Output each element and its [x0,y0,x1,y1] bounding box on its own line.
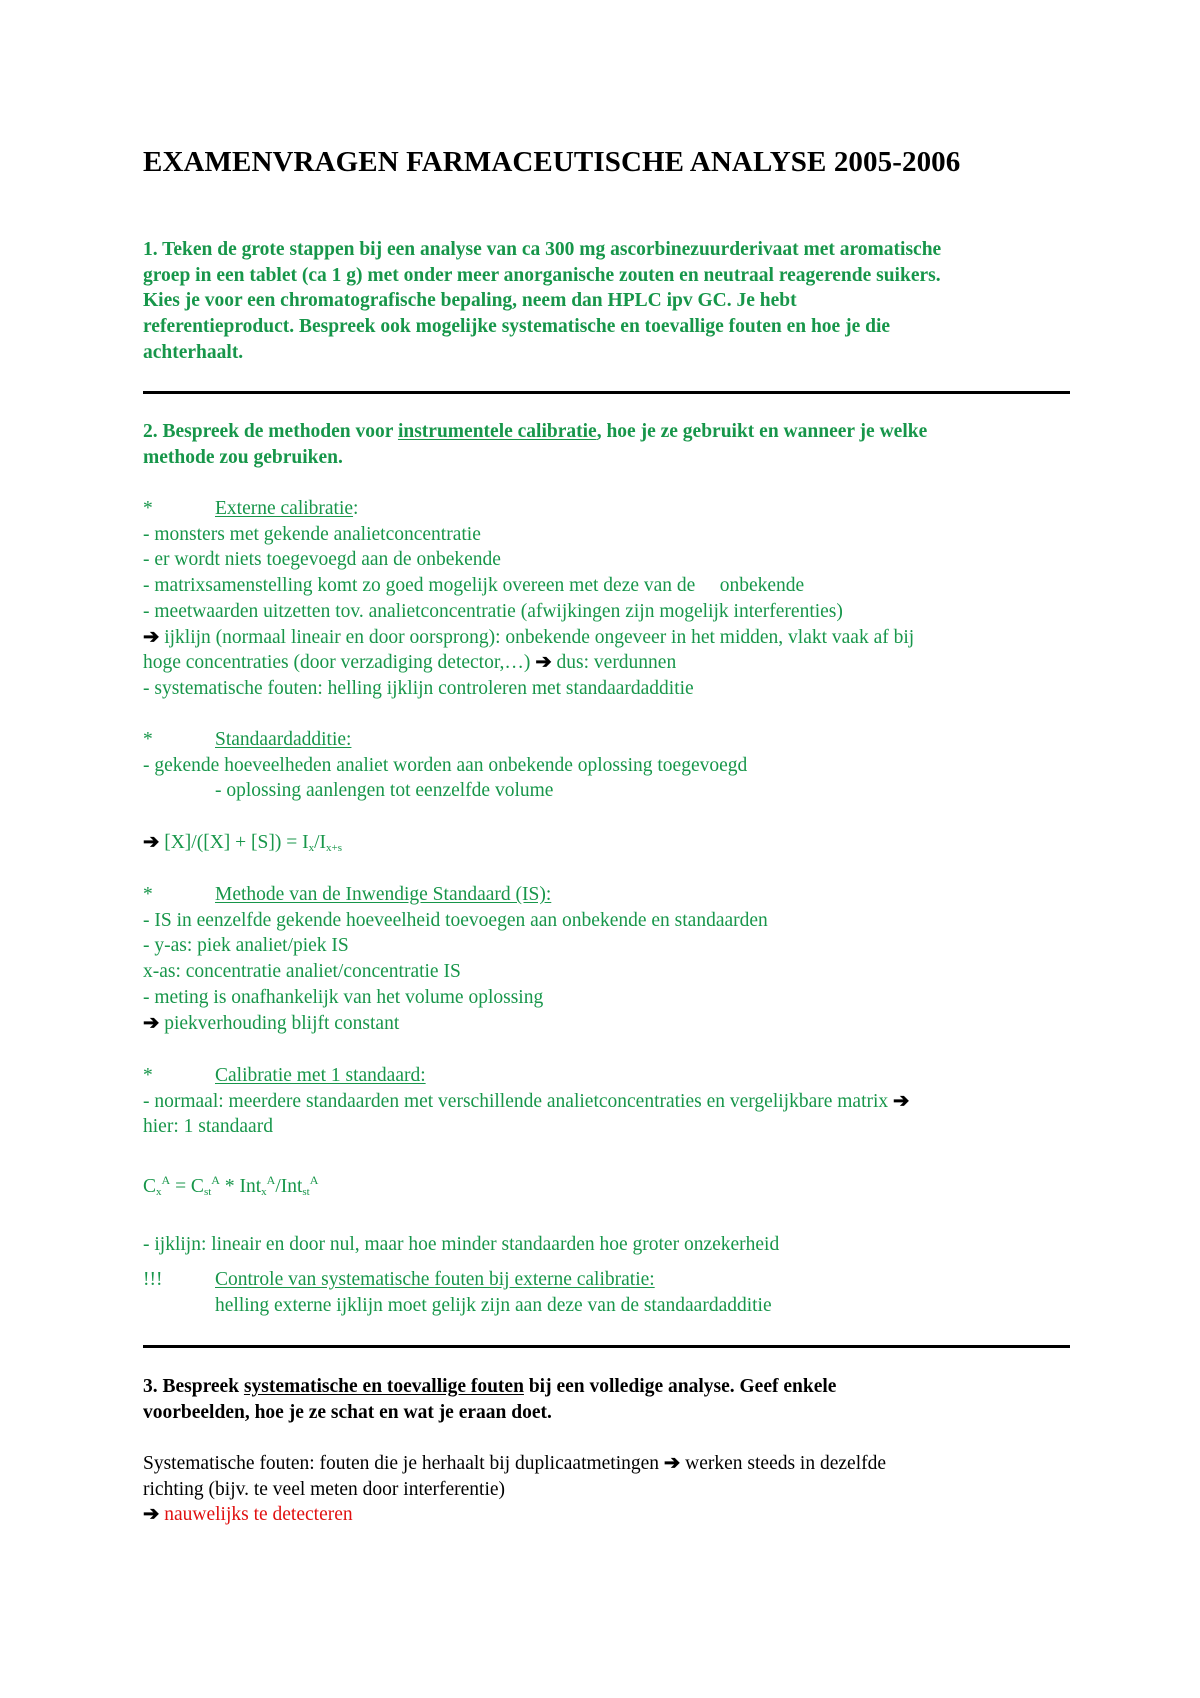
formula-sub: x [261,1185,267,1198]
section-heading: Externe calibratie [215,498,354,519]
section-externe-calibratie [143,496,1070,702]
bullet-star: * [143,1065,153,1086]
bullet-star: * [143,729,153,750]
q2-text-post: , hoe je ze gebruikt en wanneer je welke [596,421,928,442]
arrow-icon: ➔ [663,1453,681,1474]
q2-underlined-term: instrumentele calibratie [397,421,597,442]
list-item: - monsters met gekende analietconcentratie [143,523,481,545]
list-item: helling externe ijklijn moet gelijk zijn aan deze van de standaardadditie [215,1294,772,1316]
arrow-icon: ➔ [535,652,552,674]
document-title: EXAMENVRAGEN FARMACEUTISCHE ANALYSE 2005-2006 [143,146,961,178]
section-heading: Controle van systematische fouten bij externe calibratie: [215,1269,655,1290]
arrow-icon: ➔ [143,1012,160,1034]
q1-line: achterhaalt. [143,341,244,363]
formula-text: = C [170,1175,204,1197]
formula [143,830,1070,862]
list-item: piekverhouding blijft constant [159,1012,400,1034]
formula-text: C [143,1175,157,1197]
list-item: hier: 1 standaard [143,1116,273,1138]
q3-line2: voorbeelden, hoe je ze schat en wat je eraan doet. [143,1401,552,1423]
question-1 [143,237,1070,366]
bullet-star: * [143,884,153,905]
list-item: ijklijn (normaal lineair en door oorsprong): onbekende ongeveer in het midden, vlakt vaak af bij [159,626,915,648]
section-calibratie-1-standaard [143,1063,1070,1257]
list-item: - ijklijn: lineair en door nul, maar hoe minder standaarden hoe groter onzekerheid [143,1233,780,1255]
section-heading: Methode van de Inwendige Standaard (IS): [215,884,552,905]
list-item: - systematische fouten: helling ijklijn controleren met standaardadditie [143,677,694,699]
formula [143,1166,1070,1206]
formula-text: /I [314,831,327,853]
formula-text: [X]/([X] + [S]) = I [159,831,309,853]
list-item: - y-as: piek analiet/piek IS [143,935,349,957]
section-controle [143,1267,1070,1318]
q3-text-pre: 3. Bespreek [143,1376,244,1397]
formula-sub: x [156,1185,162,1198]
list-item: - er wordt niets toegevoegd aan de onbekende [143,549,501,571]
q1-line: Kies je voor een chromatografische bepaling, neem dan HPLC ipv GC. Je hebt [143,290,797,312]
body-text: Systematische fouten: fouten die je herhaalt bij duplicaatmetingen [143,1453,664,1474]
arrow-icon: ➔ [893,1090,910,1112]
q2-line2: methode zou gebruiken. [143,446,343,468]
body-text: richting (bijv. te veel meten door interferentie) [143,1478,506,1500]
list-item: - meetwaarden uitzetten tov. analietconcentratie (afwijkingen zijn mogelijk interferenties) [143,600,843,622]
formula-sub: x+s [326,841,342,854]
separator-line [143,391,1070,394]
warning-marks: !!! [143,1269,163,1290]
q3-text-post: bij een volledige analyse. Geef enkele [523,1376,837,1397]
list-item: - meting is onafhankelijk van het volume oplossing [143,986,544,1008]
formula-sub: st [302,1185,310,1198]
formula-sup: A [161,1172,171,1187]
list-item: hoge concentraties (door verzadiging detector,…) [143,652,536,674]
formula-text: /Int [275,1175,303,1197]
formula-sup: A [309,1172,319,1187]
q1-line: groep in een tablet (ca 1 g) met onder meer anorganische zouten en neutraal reagerende suikers. [143,264,941,286]
formula-sup: A [211,1172,220,1187]
formula-sub: st [203,1185,212,1198]
formula-sup: A [266,1172,276,1187]
heading-colon: : [353,498,359,519]
list-item: - normaal: meerdere standaarden met verschillende analietconcentraties en vergelijkbare matrix [143,1090,894,1112]
arrow-icon: ➔ [143,1504,160,1526]
formula-sub: x [308,841,315,854]
section-inwendige-standaard [143,882,1070,1036]
question-3 [143,1374,1070,1425]
highlight-text: nauwelijks te detecteren [159,1504,353,1526]
body-text: werken steeds in dezelfde [680,1453,887,1474]
q1-line: 1. Teken de grote stappen bij een analyse van ca 300 mg ascorbinezuurderivaat met aromatische [143,239,942,260]
q3-underlined-term: systematische en toevallige fouten [243,1376,524,1397]
list-item: dus: verdunnen [551,652,677,674]
q2-text-pre: 2. Bespreek de methoden voor [143,421,398,442]
q3-body [143,1451,1070,1528]
arrow-icon: ➔ [143,626,160,648]
list-item: - IS in eenzelfde gekende hoeveelheid toevoegen aan onbekende en standaarden [143,909,768,931]
section-heading: Calibratie met 1 standaard: [215,1065,426,1086]
separator-line [143,1345,1070,1348]
list-item: - gekende hoeveelheden analiet worden aan onbekende oplossing toegevoegd [143,754,748,776]
question-2 [143,419,1070,470]
bullet-star: * [143,498,153,519]
section-standaardadditie [143,727,1070,862]
list-item: x-as: concentratie analiet/concentratie IS [143,961,461,983]
arrow-icon: ➔ [143,831,160,853]
list-item: - matrixsamenstelling komt zo goed mogelijk overeen met deze van de onbekende [143,575,805,597]
section-heading: Standaardadditie: [215,729,352,750]
list-item: - oplossing aanlengen tot eenzelfde volume [215,780,554,802]
q1-line: referentieproduct. Bespreek ook mogelijke systematische en toevallige fouten en hoe je die [143,316,891,338]
formula-text: * Int [219,1175,262,1197]
